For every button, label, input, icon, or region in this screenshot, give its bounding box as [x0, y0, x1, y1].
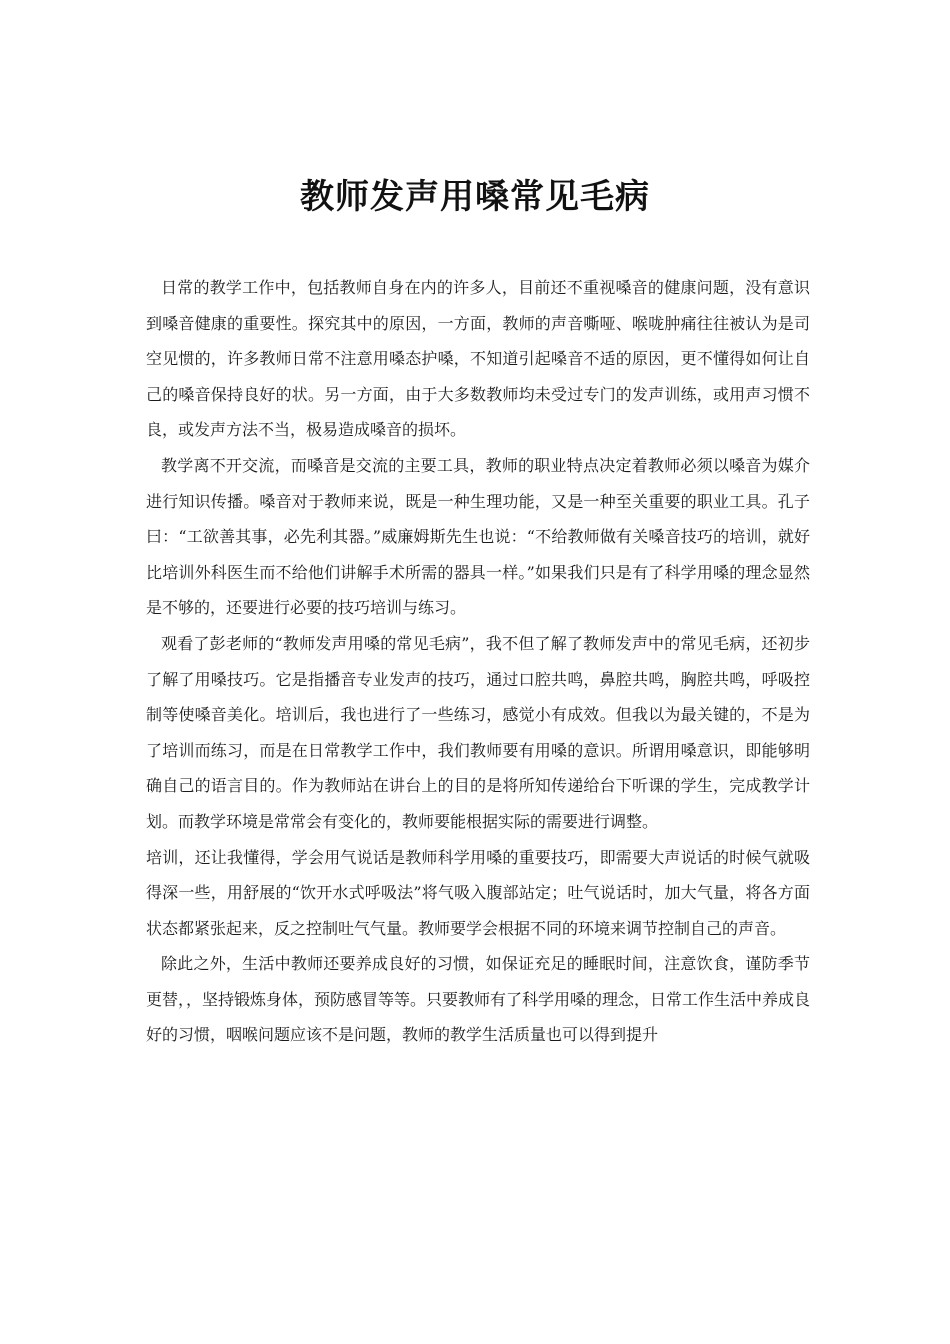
paragraph-5: 除此之外，生活中教师还要养成良好的习惯，如保证充足的睡眠时间，注意饮食，谨防季节更替，，坚持锻炼身体，预防感冒等等。只要教师有了科学用嗓的理念，日常工作生活中养成良好的习惯，咽喉问题应该不是问题，教师的教学生活质量也可以得到提升 — [146, 954, 811, 1045]
paragraph-2: 教学离不开交流，而嗓音是交流的主要工具，教师的职业特点决定着教师必须以嗓音为媒介进行知识传播。嗓音对于教师来说，既是一种生理功能，又是一种至关重要的职业工具。孔子曰：“工欲善其事，必先利其器。”威廉姆斯先生也说：“不给教师做有关嗓音技巧的培训，就好比培训外科医生而不给他们讲解手术所需的器具一样。”如果我们只是有了科学用嗓的理念显然是不够的，还要进行必要的技巧培训与练习。 — [146, 455, 810, 618]
paragraph-4: 培训，还让我懂得，学会用气说话是教师科学用嗓的重要技巧，即需要大声说话的时候气就吸得深一些，用舒展的“饮开水式呼吸法”将气吸入腹部站定；吐气说话时，加大气量，将各方面状态都紧张起来，反之控制吐气气量。教师要学会根据不同的环境来调节控制自己的声音。 — [146, 847, 810, 938]
paragraph-3: 观看了彭老师的“教师发声用嗓的常见毛病”，我不但了解了教师发声中的常见毛病，还初步了解了用嗓技巧。它是指播音专业发声的技巧，通过口腔共鸣，鼻腔共鸣，胸腔共鸣，呼吸控制等使嗓音美化。培训后，我也进行了一些练习，感觉小有成效。但我以为最关键的，不是为了培训而练习，而是在日常教学工作中，我们教师要有用嗓的意识。所谓用嗓意识，即能够明确自己的语言目的。作为教师站在讲台上的目的是将所知传递给台下听课的学生，完成教学计划。而教学环境是常常会有变化的，教师要能根据实际的需要进行调整。 — [146, 633, 810, 831]
paragraph-1: 日常的教学工作中，包括教师自身在内的许多人，目前还不重视嗓音的健康问题，没有意识到嗓音健康的重要性。探究其中的原因，一方面，教师的声音嘶哑、喉咙肿痛往往被认为是司空见惯的，许多教师日常不注意用嗓态护嗓，不知道引起嗓音不适的原因，更不懂得如何让自己的嗓音保持良好的状。另一方面，由于大多数教师均未受过专门的发声训练，或用声习惯不良，或发声方法不当，极易造成嗓音的损坏。 — [146, 278, 810, 440]
document-title: 教师发声用嗓常见毛病 — [300, 176, 650, 217]
document-body — [146, 270, 810, 1053]
